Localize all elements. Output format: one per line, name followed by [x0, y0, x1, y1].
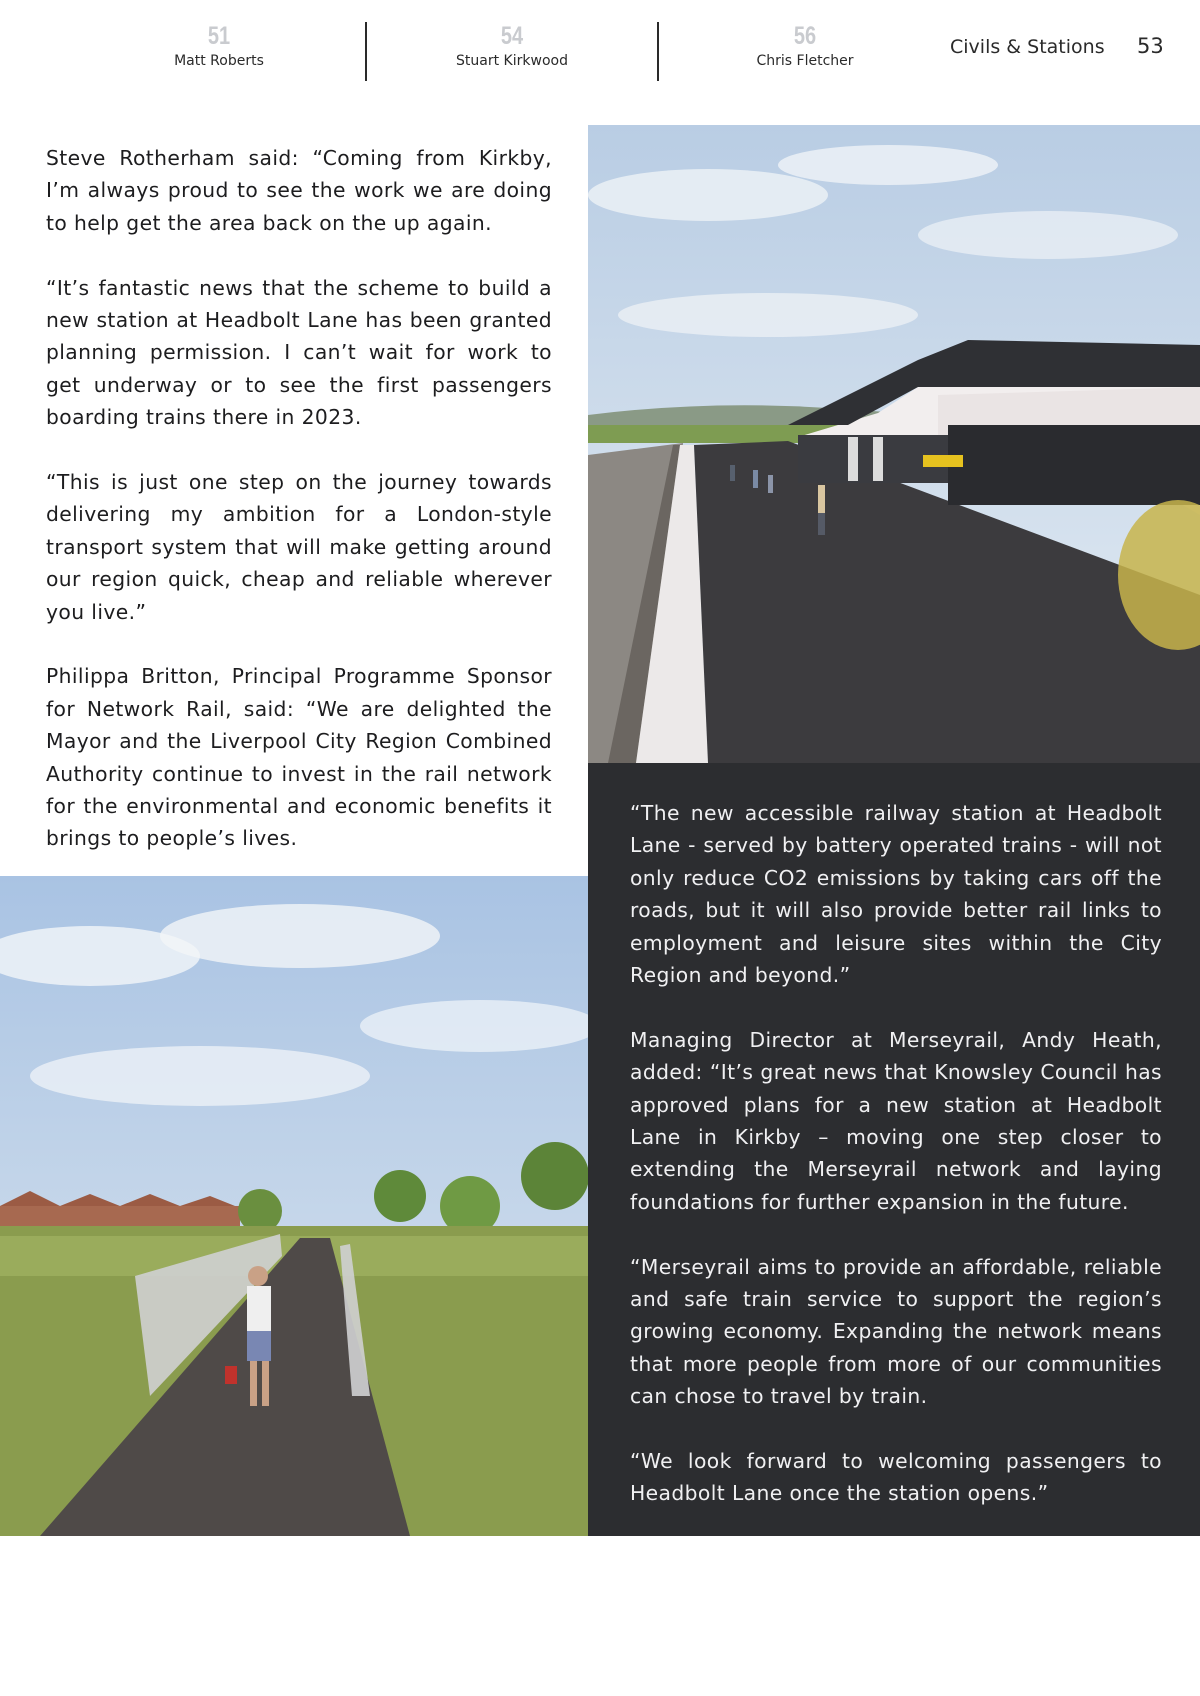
quote-panel [588, 763, 1200, 1536]
nav-item-matt-roberts[interactable] [73, 22, 365, 70]
quote-paragraph: “Merseyrail aims to provide an affordable, reliable and safe train service to support the region’s growing economy. Expanding the network means that more people from more of our communities can chose to travel by train. [630, 1254, 1162, 1409]
left-text-column [46, 142, 552, 887]
nav-page-number: 56 [793, 22, 817, 50]
body-paragraph: “It’s fantastic news that the scheme to build a new station at Headbolt Lane has been granted planning permission. I can’t wait for work to get underway or to see the first passengers boarding trains there in 2023. [46, 275, 552, 430]
page-number: 53 [1137, 34, 1164, 58]
nav-author-name: Stuart Kirkwood [456, 53, 568, 69]
nav-page-number: 51 [207, 22, 231, 50]
footpath-render [0, 876, 588, 1536]
page-header [0, 0, 1200, 100]
station-platform-render [588, 125, 1200, 763]
nav-author-name: Chris Fletcher [756, 53, 854, 69]
nav-page-number: 54 [500, 22, 524, 50]
section-title: Civils & Stations [950, 36, 1105, 58]
nav-item-stuart-kirkwood[interactable] [366, 22, 658, 70]
nav-item-chris-fletcher[interactable] [659, 22, 951, 70]
body-paragraph: Philippa Britton, Principal Programme Sponsor for Network Rail, said: “We are delighted the Mayor and the Liverpool City Region Combined Authority continue to invest in the rail network for the environmental and economic benefits it brings to people’s lives. [46, 664, 552, 851]
quote-paragraph: “The new accessible railway station at Headbolt Lane - served by battery operated trains - will not only reduce CO2 emissions by taking cars off the roads, but it will also provide better rail links to employment and leisure sites within the City Region and beyond.” [630, 801, 1162, 988]
nav-author-name: Matt Roberts [174, 53, 264, 69]
body-paragraph: Steve Rotherham said: “Coming from Kirkby, I’m always proud to see the work we are doing to help get the area back on the up again. [46, 146, 552, 235]
quote-paragraph: Managing Director at Merseyrail, Andy Heath, added: “It’s great news that Knowsley Council has approved plans for a new station at Headbolt Lane in Kirkby – moving one step closer to extending the Merseyrail network and laying foundations for further expansion in the future. [630, 1027, 1162, 1214]
quote-paragraph: “We look forward to welcoming passengers to Headbolt Lane once the station opens.” [630, 1449, 1162, 1506]
body-paragraph: “This is just one step on the journey towards delivering my ambition for a London-style transport system that will make getting around our region quick, cheap and reliable wherever you live.” [46, 470, 552, 624]
